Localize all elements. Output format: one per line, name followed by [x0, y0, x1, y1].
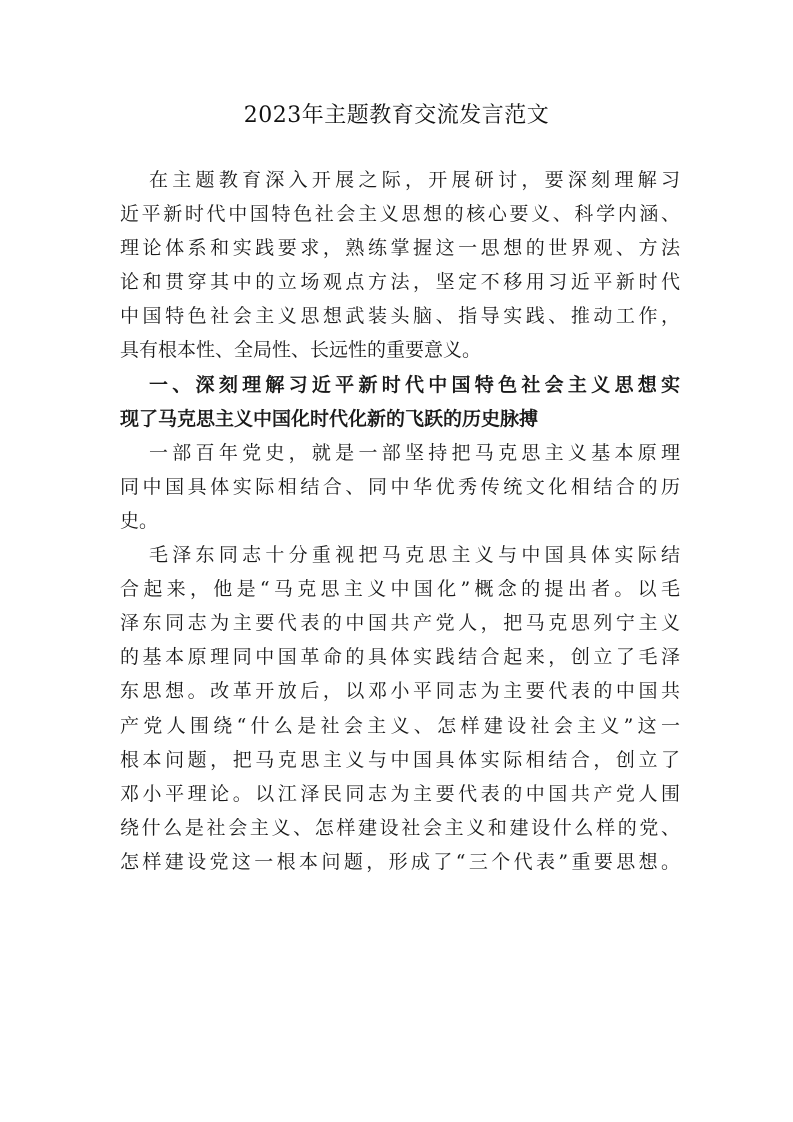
- text-line: 中国特色社会主义思想武装头脑、指导实践、推动工作，: [120, 305, 680, 328]
- text-line: 怎样建设党这一根本问题，形成了“三个代表”重要思想。: [120, 850, 680, 873]
- paragraph-intro: [120, 163, 680, 368]
- text-line: 邓小平理论。以江泽民同志为主要代表的中国共产党人围: [120, 782, 680, 805]
- text-line: 毛泽东同志十分重视把马克思主义与中国具体实际结: [149, 544, 680, 567]
- document-body: [120, 163, 680, 879]
- text-line: 近平新时代中国特色社会主义思想的核心要义、科学内涵、: [120, 203, 680, 226]
- text-line: 史。: [120, 509, 159, 532]
- text-line: 产党人围绕“什么是社会主义、怎样建设社会主义”这一: [120, 714, 680, 737]
- text-line: 合起来，他是“马克思主义中国化”概念的提出者。以毛: [120, 578, 680, 601]
- section-heading-1: [120, 368, 680, 436]
- text-line: 一部百年党史，就是一部坚持把马克思主义基本原理: [149, 441, 680, 464]
- paragraph-mao-deng-jiang: [120, 538, 680, 879]
- text-line: 泽东同志为主要代表的中国共产党人，把马克思列宁主义: [120, 612, 680, 635]
- text-line: 具有根本性、全局性、长远性的重要意义。: [120, 339, 482, 362]
- text-line: 根本问题，把马克思主义与中国具体实际相结合，创立了: [120, 748, 680, 771]
- heading-line: 现了马克思主义中国化时代化新的飞跃的历史脉搏: [120, 407, 539, 430]
- text-line: 东思想。改革开放后，以邓小平同志为主要代表的中国共: [120, 680, 680, 703]
- text-line: 理论体系和实践要求，熟练掌握这一思想的世界观、方法: [120, 237, 680, 260]
- heading-line: 一、深刻理解习近平新时代中国特色社会主义思想实: [149, 373, 680, 396]
- paragraph-party-history: [120, 436, 680, 538]
- text-line: 同中国具体实际相结合、同中华优秀传统文化相结合的历: [120, 475, 680, 498]
- text-line: 论和贯穿其中的立场观点方法，坚定不移用习近平新时代: [120, 271, 680, 294]
- text-line: 绕什么是社会主义、怎样建设社会主义和建设什么样的党、: [120, 816, 680, 839]
- text-line: 的基本原理同中国革命的具体实践结合起来，创立了毛泽: [120, 646, 680, 669]
- document-title: 2023年主题教育交流发言范文: [243, 103, 550, 128]
- text-line: 在主题教育深入开展之际，开展研讨，要深刻理解习: [149, 169, 680, 191]
